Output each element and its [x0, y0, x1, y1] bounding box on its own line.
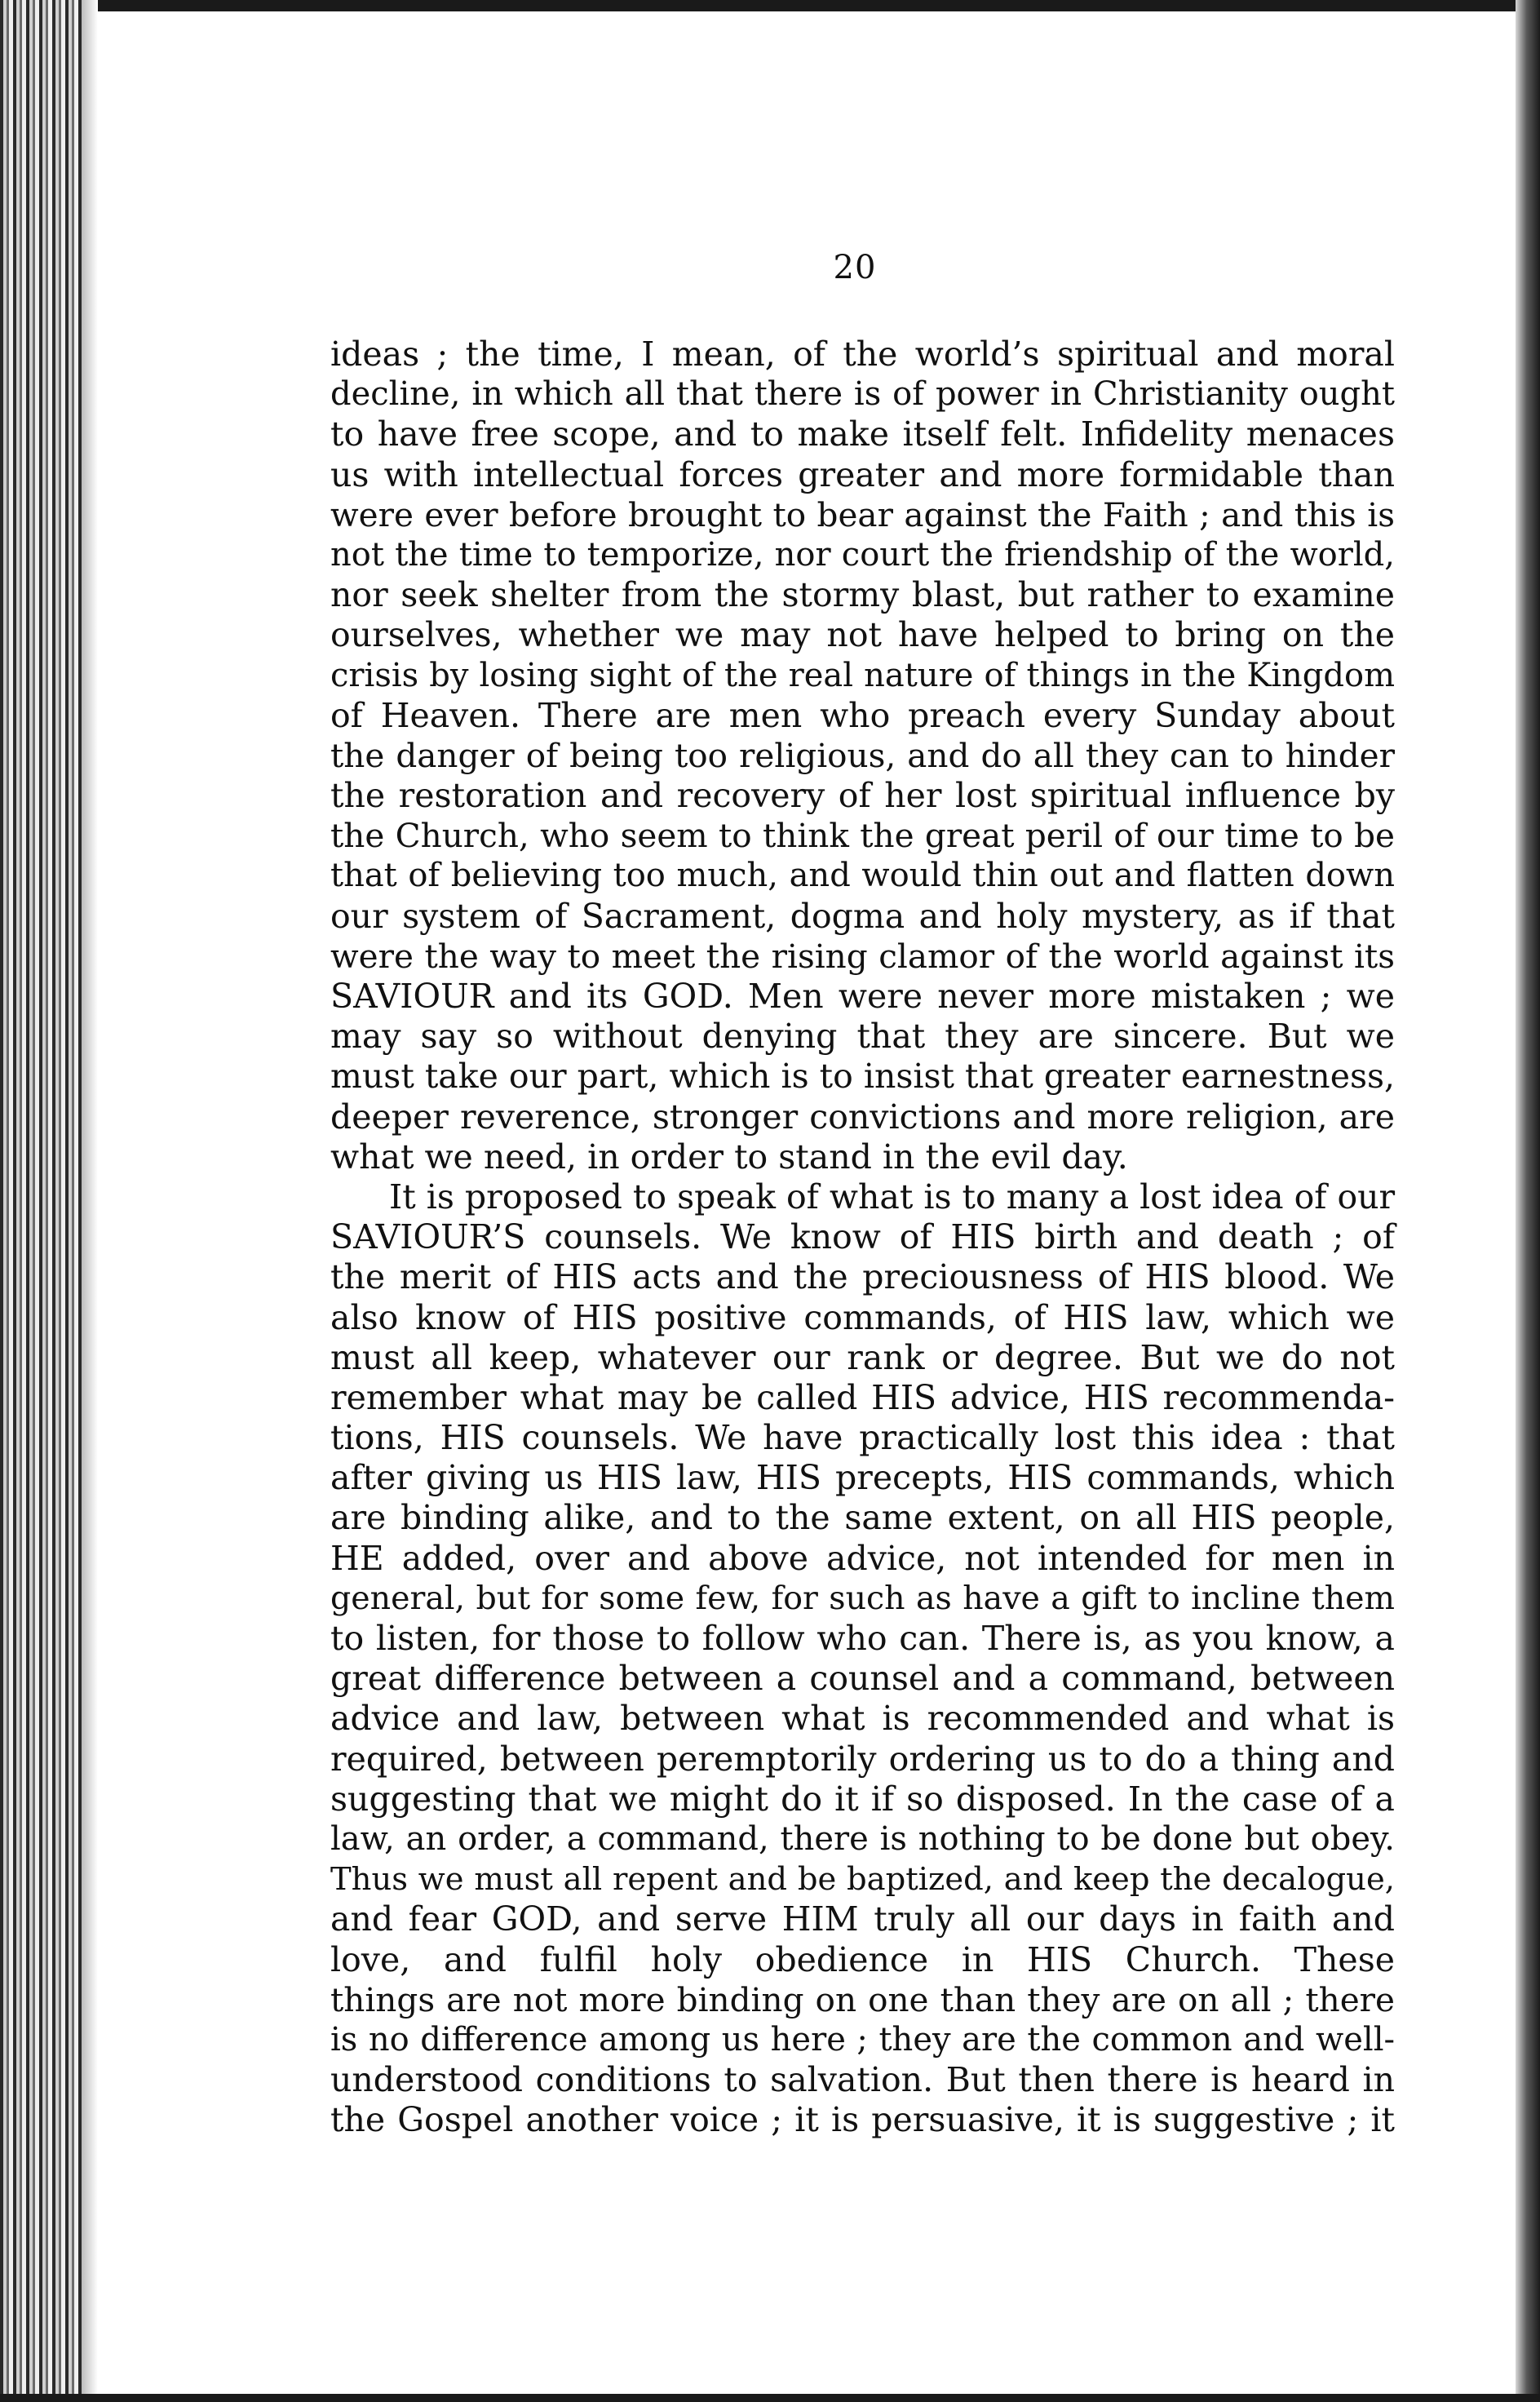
- text-line: not the time to temporize, nor court the friendship of the world,: [330, 535, 1395, 574]
- text-line: ourselves, whether we may not have helped to bring on the: [330, 615, 1395, 655]
- text-line: SAVIOUR and its GOD. Men were never more mistaken ; we: [330, 977, 1395, 1016]
- text-line: understood conditions to salvation. But then there is heard in: [330, 2060, 1395, 2100]
- text-line: deeper reverence, stronger convictions and more religion, are: [330, 1097, 1395, 1137]
- text-line: required, between peremptorily ordering us to do a thing and: [330, 1739, 1395, 1779]
- book-spine-edge: [0, 0, 82, 2402]
- text-line: decline, in which all that there is of power in Christianity ought: [330, 375, 1395, 414]
- text-line: is no difference among us here ; they are the common and well-: [330, 2020, 1395, 2059]
- text-line: what we need, in order to stand in the evil day.: [330, 1137, 1128, 1177]
- text-line: also know of HIS positive commands, of HIS law, which we: [330, 1297, 1395, 1337]
- spine-shadow: [82, 0, 98, 2402]
- text-line: were the way to meet the rising clamor of the world against its: [330, 936, 1395, 976]
- text-line: may say so without denying that they are sincere. But we: [330, 1017, 1395, 1057]
- paragraph-first-line: It is proposed to speak of what is to many a lost idea of our: [389, 1177, 1396, 1217]
- text-line: things are not more binding on one than they are on all ; there: [330, 1979, 1395, 2019]
- text-line: great difference between a counsel and a command, between: [330, 1659, 1395, 1699]
- page-number: 20: [833, 249, 877, 286]
- text-line: must all keep, whatever our rank or degree. But we do not: [330, 1337, 1395, 1377]
- text-line: nor seek shelter from the stormy blast, but rather to examine: [330, 575, 1395, 615]
- text-line: love, and fulfil holy obedience in HIS Church. These: [330, 1939, 1395, 1979]
- text-line: remember what may be called HIS advice, HIS recommenda-: [330, 1377, 1395, 1417]
- text-line: are binding alike, and to the same extent, on all HIS people,: [330, 1498, 1395, 1538]
- text-line: the restoration and recovery of her lost spiritual influence by: [330, 776, 1395, 816]
- text-line: were ever before brought to bear against the Faith ; and this is: [330, 494, 1395, 534]
- text-line: ideas ; the time, I mean, of the world’s spiritual and moral: [330, 335, 1395, 374]
- text-line: after giving us HIS law, HIS precepts, HIS commands, which: [330, 1458, 1395, 1498]
- text-line: to have free scope, and to make itself felt. Infidelity menaces: [330, 414, 1395, 454]
- text-line: of Heaven. There are men who preach every Sunday about: [330, 695, 1395, 735]
- text-line: the Gospel another voice ; it is persuasive, it is suggestive ; it: [330, 2100, 1395, 2140]
- text-line: SAVIOUR’S counsels. We know of HIS birth and death ; of: [330, 1217, 1395, 1257]
- text-line: advice and law, between what is recommended and what is: [330, 1699, 1395, 1739]
- text-line: the Church, who seem to think the great peril of our time to be: [330, 816, 1395, 856]
- text-line: our system of Sacrament, dogma and holy mystery, as if that: [330, 896, 1395, 936]
- text-line: us with intellectual forces greater and more formidable than: [330, 454, 1395, 494]
- text-line: tions, HIS counsels. We have practically lost this idea : that: [330, 1418, 1395, 1458]
- text-line: HE added, over and above advice, not intended for men in: [330, 1538, 1395, 1578]
- text-line: the merit of HIS acts and the preciousness of HIS blood. We: [330, 1257, 1395, 1297]
- text-line: the danger of being too religious, and do all they can to hinder: [330, 735, 1395, 775]
- text-line: and fear GOD, and serve HIM truly all our days in faith and: [330, 1899, 1395, 1939]
- text-line: Thus we must all repent and be baptized, and keep the decalogue,: [330, 1861, 1395, 1899]
- body-text: [330, 335, 1395, 2140]
- text-line: that of believing too much, and would thin out and flatten down: [330, 857, 1395, 895]
- text-line: crisis by losing sight of the real nature of things in the Kingdom: [330, 656, 1395, 694]
- text-line: law, an order, a command, there is nothing to be done but obey.: [330, 1819, 1395, 1858]
- text-line: general, but for some few, for such as have a gift to incline them: [330, 1579, 1395, 1617]
- scan-top-edge: [0, 0, 1540, 11]
- text-line: suggesting that we might do it if so disposed. In the case of a: [330, 1779, 1395, 1819]
- scan-right-edge: [1516, 0, 1540, 2402]
- text-line: to listen, for those to follow who can. There is, as you know, a: [330, 1619, 1395, 1658]
- scan-bottom-edge: [0, 2394, 1540, 2402]
- text-line: must take our part, which is to insist that greater earnestness,: [330, 1057, 1396, 1097]
